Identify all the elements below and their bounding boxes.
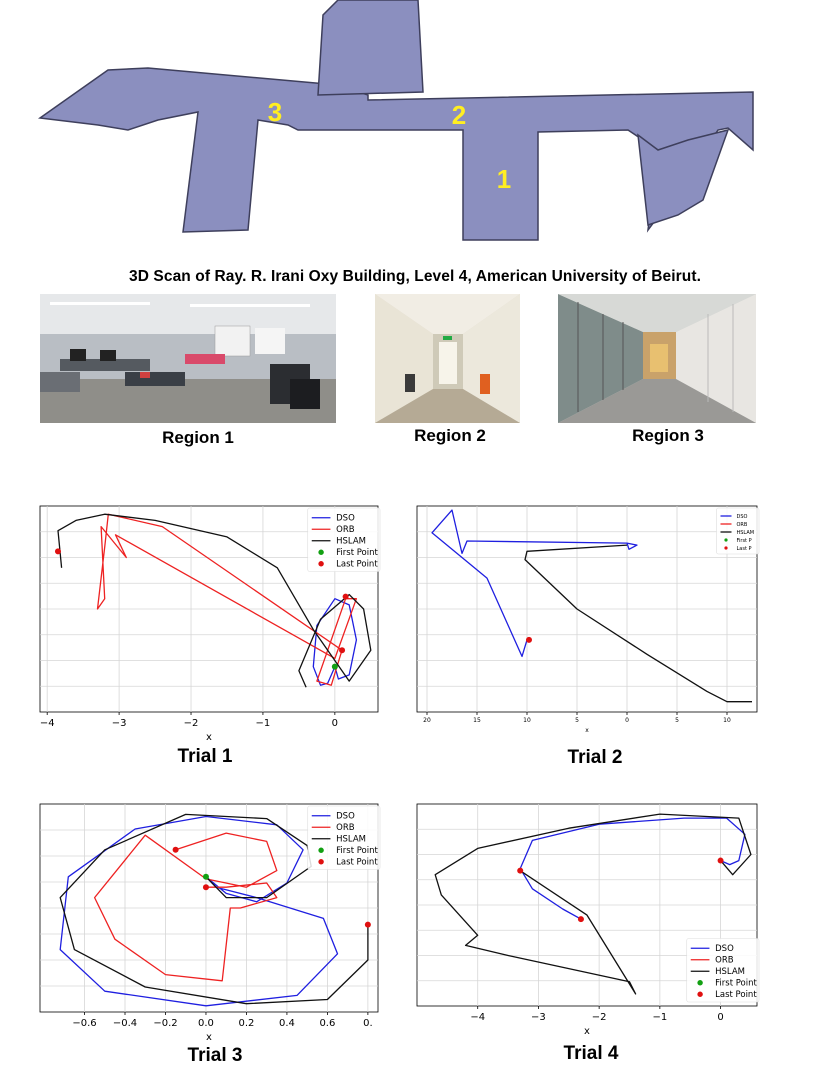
- trial-4-caption: Trial 4: [563, 1043, 619, 1064]
- x-tick-label: 5: [675, 717, 679, 724]
- last-point-marker: [526, 637, 532, 643]
- scan-caption: 3D Scan of Ray. R. Irani Oxy Building, Level 4, American University of Beirut.: [129, 268, 701, 285]
- region-3-photo: [558, 294, 756, 423]
- legend-label: Last P: [736, 545, 752, 552]
- legend-label: First Point: [715, 978, 757, 989]
- x-tick-label: 0.: [363, 1018, 373, 1029]
- trial-1-chart: [0, 496, 400, 743]
- x-tick-label: 20: [423, 717, 431, 724]
- trial-3-caption: Trial 3: [187, 1045, 243, 1066]
- x-tick-label: 0.0: [198, 1018, 214, 1029]
- legend-swatch: [697, 980, 702, 985]
- scan-section-3: [638, 130, 728, 225]
- region-1-photo: [40, 294, 336, 423]
- last-point-marker: [203, 884, 209, 890]
- x-tick-label: −0.6: [72, 1018, 97, 1029]
- x-tick-label: −2: [183, 718, 199, 729]
- legend-label: ORB: [336, 823, 355, 834]
- last-point-marker: [578, 916, 584, 922]
- legend-label: Last Point: [336, 559, 378, 570]
- x-tick-label: −1: [255, 718, 271, 729]
- x-tick-label: 5: [575, 717, 579, 724]
- x-tick-label: 0: [331, 718, 339, 729]
- legend-label: DSO: [336, 513, 355, 524]
- legend-label: DSO: [336, 811, 355, 822]
- trial-4-chart: [405, 796, 765, 1038]
- x-tick-label: −1: [652, 1012, 668, 1023]
- legend-swatch: [318, 848, 323, 853]
- last-point-marker: [718, 858, 724, 864]
- last-point-marker: [339, 647, 345, 653]
- last-point-marker: [365, 922, 371, 928]
- x-tick-label: −0.4: [112, 1018, 138, 1029]
- legend-swatch: [318, 859, 323, 864]
- first-point-marker: [332, 664, 338, 670]
- region-2-caption: Region 2: [414, 426, 486, 445]
- x-tick-label: 15: [473, 717, 481, 724]
- legend-label: Last Point: [715, 990, 757, 1001]
- legend-label: HSLAM: [715, 967, 746, 978]
- scan-marker-3: 3: [267, 97, 283, 127]
- x-axis-label: x: [585, 727, 589, 734]
- legend-label: ORB: [736, 521, 748, 528]
- region-2-photo: [375, 294, 520, 423]
- trial-2-caption: Trial 2: [567, 747, 623, 768]
- x-tick-label: 10: [723, 717, 731, 724]
- trial-2-chart: [405, 496, 765, 734]
- legend-label: First Point: [336, 548, 378, 559]
- legend-label: ORB: [336, 525, 355, 536]
- legend-label: First P: [736, 537, 752, 544]
- legend-swatch: [724, 546, 727, 549]
- legend-swatch: [697, 992, 702, 997]
- trial-1-caption: Trial 1: [177, 746, 233, 767]
- scan-marker-1: 1: [496, 164, 512, 194]
- x-tick-label: −0.2: [153, 1018, 178, 1029]
- trial-3-chart: [0, 796, 400, 1043]
- legend-label: First Point: [336, 846, 378, 857]
- x-axis-label: x: [206, 1032, 212, 1043]
- region-3-caption: Region 3: [632, 426, 704, 445]
- trial-3-plot: [0, 796, 400, 1043]
- x-tick-label: −4: [39, 718, 55, 729]
- last-point-marker: [55, 548, 61, 554]
- trial-4-plot: [405, 796, 765, 1038]
- x-tick-label: −3: [531, 1012, 546, 1023]
- legend: [717, 508, 760, 554]
- x-tick-label: 0: [625, 717, 629, 724]
- scan-floor-plan: [38, 0, 760, 248]
- x-axis-label: x: [206, 732, 212, 743]
- building-scan: [38, 0, 760, 248]
- x-tick-label: 0.2: [238, 1018, 255, 1029]
- legend-swatch: [318, 550, 323, 555]
- legend-label: Last Point: [336, 857, 378, 868]
- trial-2-plot: [405, 496, 765, 734]
- legend: [308, 508, 380, 572]
- legend: [687, 939, 759, 1003]
- x-tick-label: −2: [591, 1012, 607, 1023]
- legend-label: HSLAM: [336, 536, 367, 547]
- last-point-marker: [517, 868, 523, 874]
- x-tick-label: 0.6: [319, 1018, 336, 1029]
- legend: [308, 806, 380, 870]
- scan-marker-2: 2: [451, 100, 467, 130]
- legend-swatch: [318, 561, 323, 566]
- scan-section-2: [318, 0, 423, 95]
- legend-label: DSO: [736, 513, 748, 520]
- first-point-marker: [203, 874, 209, 880]
- x-tick-label: −4: [470, 1012, 486, 1023]
- trial-1-plot: [0, 496, 400, 743]
- legend-label: HSLAM: [336, 834, 367, 845]
- x-tick-label: 0: [717, 1012, 724, 1023]
- x-tick-label: 0.4: [278, 1018, 295, 1029]
- region-1-caption: Region 1: [162, 428, 234, 447]
- last-point-marker: [173, 847, 179, 853]
- last-point-marker: [343, 594, 349, 600]
- x-tick-label: −3: [111, 718, 127, 729]
- legend-label: ORB: [715, 955, 734, 966]
- legend-swatch: [724, 538, 727, 541]
- x-tick-label: 10: [523, 717, 531, 724]
- x-axis-label: x: [584, 1026, 590, 1037]
- legend-label: HSLAM: [736, 529, 755, 536]
- legend-label: DSO: [715, 944, 734, 955]
